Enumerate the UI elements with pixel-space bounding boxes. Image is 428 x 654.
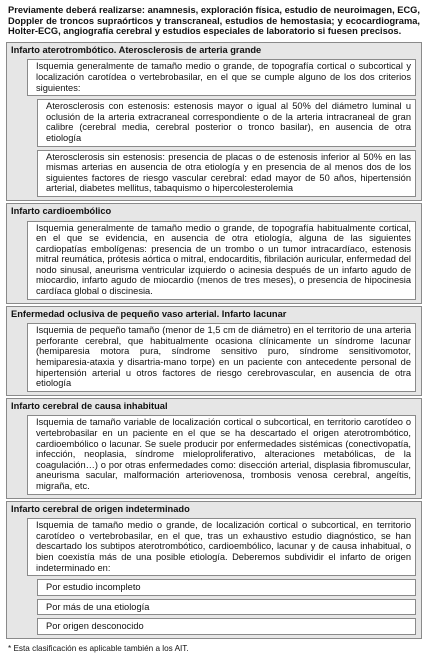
section-title: Infarto cardioembólico: [11, 205, 112, 216]
section-atherothrombotic: [6, 42, 422, 201]
section-title: Enfermedad oclusiva de pequeño vaso arterial. Infarto lacunar: [11, 308, 287, 319]
option-unknown-origin: Por origen desconocido: [37, 618, 416, 635]
option-incomplete-study: Por estudio incompleto: [37, 579, 416, 596]
criterion-with-stenosis: Aterosclerosis con estenosis: estenosis mayor o igual al 50% del diámetro luminal u oclusión de la arteria extracraneal correspondiente o de la arteria intracraneal de gran calibre (cerebral media, cerebral posterior o tronco basilar), en ausencia de otra etiología: [37, 99, 416, 146]
option-multiple-etiology: Por más de una etiología: [37, 599, 416, 616]
intro-paragraph: Previamente deberá realizarse: anamnesis, exploración física, estudio de neuroimagen, ECG, Doppler de troncos supraórticos y transcraneal, estudios de hemostasia; y ecocardiograma, Holter-ECG, angiografía cerebral y estudios especiales de laboratorio si fuesen precisos.: [8, 5, 420, 37]
section-title: Infarto cerebral de causa inhabitual: [11, 400, 168, 411]
section-title: Infarto cerebral de origen indeterminado: [11, 503, 190, 514]
section-lacunar: [6, 306, 422, 396]
section-description: Isquemia de tamaño medio o grande, de localización cortical o subcortical, en territorio carotídeo o vertebrobasilar, en el que, tras un exhaustivo estudio diagnóstico, se han descartado los subtipos aterotrombótico, cardioembólico, lacunar y de causa inhabitual, o bien coexistía más de una posible etiología. Deberemos subdividir el infarto de origen indeterminado en:: [27, 518, 416, 576]
criterion-without-stenosis: Aterosclerosis sin estenosis: presencia de placas o de estenosis inferior al 50% en las mismas arterias en ausencia de otra etiología y en presencia de al menos dos de los siguientes factores de riesgo vascular cerebral: edad mayor de 50 años, hipertensión arterial, diabetes mellitus, tabaquismo o hipercolesterolemia: [37, 150, 416, 197]
footnote: * Esta clasificación es aplicable también a los AIT.: [8, 643, 189, 653]
section-undetermined: [6, 501, 422, 639]
section-cardioembolic: [6, 203, 422, 304]
section-description: Isquemia generalmente de tamaño medio o grande, de topografía cortical o subcortical y localización carotídea o vertebrobasilar, en el que se cumple alguno de los dos criterios siguientes:: [27, 59, 416, 96]
section-unusual-cause: [6, 398, 422, 499]
section-description: Isquemia de pequeño tamaño (menor de 1,5 cm de diámetro) en el territorio de una arteria perforante cerebral, que habitualmente ocasiona clínicamente un síndrome lacunar (hemiparesia motora pura, síndrome sensitivo puro, síndrome sensitivomotor, hemiparesia-ataxia y disartria-mano torpe) en un paciente con antecedente personal de hipertensión arterial u otros factores de riesgo cerebrovascular, en ausencia de otra etiología: [27, 323, 416, 392]
section-description: Isquemia de tamaño variable de localización cortical o subcortical, en territorio carotídeo o vertebrobasilar en un paciente en el que se ha descartado el origen aterotrombótico, cardioembólico o lacunar. Se suele producir por enfermedades sistémicas (conectivopatía, infección, neoplasia, síndrome mieloproliferativo, alteraciones metabólicas, de la coagulación…) o por otras enfermedades como: disección arterial, displasia fibromuscular, aneurisma sacular, malformación arteriovenosa, trombosis venosa cerebral, angeítis, migraña, etc.: [27, 415, 416, 494]
section-title: Infarto aterotrombótico. Aterosclerosis de arteria grande: [11, 44, 262, 55]
section-description: Isquemia generalmente de tamaño medio o grande, de topografía habitualmente cortical, en el que se evidencia, en ausencia de otra etiología, alguna de las siguientes cardiopatías embolígenas: presencia de un trombo o un tumor intracardíaco, estenosis mitral reumática, prótesis aórtica o mitral, endocarditis, fibrilación auricular, enfermedad del nodo sinusal, aneurisma ventricular izquierdo o acinesia después de un infarto agudo de miocardio, infarto agudo de miocardio (menos de tres meses), o presencia de hipocinesia cardíaca global o discinesia.: [27, 221, 416, 300]
